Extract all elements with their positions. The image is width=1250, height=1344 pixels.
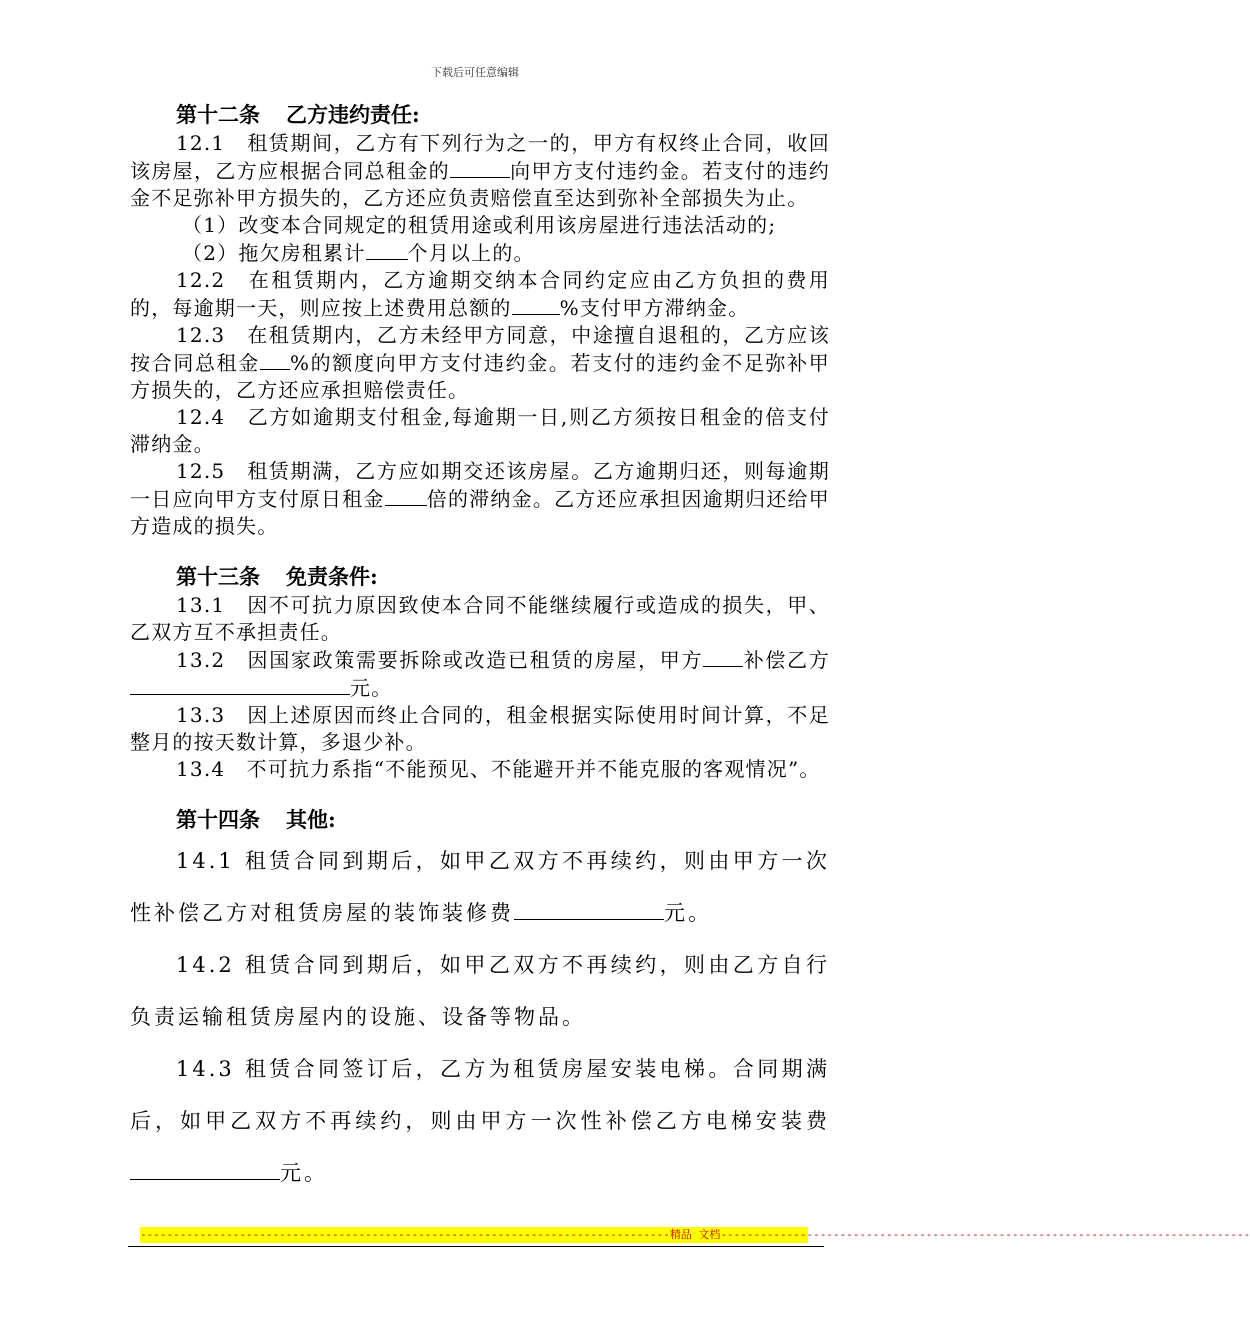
blank-field (512, 294, 560, 315)
blank-field (514, 899, 664, 920)
clause-12-1-text-b: 向甲方支付违约金。若支付的违约金不足弥补甲方损失的，乙方还应负责赔偿直至达到弥补全部损失为止。 (130, 159, 830, 210)
clause-12-2 (130, 267, 830, 322)
header-note: 下载后可任意编辑 (431, 66, 519, 79)
clause-13-3: 13.3 因上述原因而终止合同的，租金根据实际使用时间计算，不足整月的按天数计算，多退少补。 (130, 703, 830, 754)
clause-14-1 (130, 835, 830, 939)
clause-12-3 (130, 322, 830, 404)
clause-14-2: 14.2 租赁合同到期后，如甲乙双方不再续约，则由乙方自行负责运输租赁房屋内的设施、设备等物品。 (130, 953, 830, 1029)
section-12-number: 第十二条 (176, 102, 260, 127)
clause-14-3-text-a: 14.3 租赁合同签订后，乙方为租赁房屋安装电梯。合同期满后，如甲乙双方不再续约，则由甲方一次性补偿乙方电梯安装费 (130, 1057, 830, 1133)
clause-13-2-text-b: 补偿乙方 (743, 648, 830, 672)
clause-12-2-text-a: 12.2 在租赁期内，乙方逾期交纳本合同约定应由乙方负担的费用的，每逾期一天，则应按上述费用总额的 (130, 268, 830, 320)
clause-12-1-item-1: （1）改变本合同规定的租赁用途或利用该房屋进行违法活动的; (182, 213, 777, 237)
footer-label: 精品 文档 (669, 1228, 721, 1241)
blank-field (703, 646, 743, 667)
section-13-heading (130, 562, 830, 592)
clause-12-2-text-b: %支付甲方滞纳金。 (559, 296, 750, 320)
clause-12-3-text-a: 12.3 在租赁期内，乙方未经甲方同意，中途擅自退租的，乙方应该按合同总租金 (130, 323, 830, 375)
document-page (130, 100, 830, 1199)
section-14-number: 第十四条 (176, 807, 260, 832)
clause-12-1 (130, 130, 830, 212)
clause-12-1-text-a: 12.1 租赁期间，乙方有下列行为之一的，甲方有权终止合同，收回该房屋，乙方应根据合同总租金的 (130, 131, 830, 183)
footer-dashes-right: -------------------------------------------------------------------------------- (720, 1228, 1250, 1241)
clause-13-2-text-c: 元。 (350, 676, 393, 700)
clause-13-1: 13.1 因不可抗力原因致使本合同不能继续履行或造成的损失，甲、乙双方互不承担责任。 (130, 593, 830, 644)
section-12-heading (130, 100, 830, 130)
blank-field (260, 349, 290, 370)
blank-field (130, 1159, 280, 1180)
clause-14-3-text-b: 元。 (280, 1161, 328, 1185)
clause-12-4: 12.4 乙方如逾期支付租金,每逾期一日,则乙方须按日租金的倍支付滞纳金。 (130, 405, 830, 456)
clause-14-1-text-a: 14.1 租赁合同到期后，如甲乙双方不再续约，则由甲方一次性补偿乙方对租赁房屋的装饰装修费 (130, 849, 830, 925)
clause-13-2 (130, 646, 830, 702)
clause-12-5-text-b: 倍的滞纳金。乙方还应承担因逾期归还给甲方造成的损失。 (130, 487, 830, 538)
blank-field (130, 674, 350, 695)
clause-12-5-text-a: 12.5 租赁期满，乙方应如期交还该房屋。乙方逾期归还，则每逾期一日应向甲方支付原日租金 (130, 459, 830, 511)
blank-field (450, 157, 510, 178)
clause-14-3 (130, 1043, 830, 1199)
item-2-text-b: 个月以上的。 (407, 241, 535, 265)
clause-14-1-text-b: 元。 (664, 901, 712, 925)
item-2-text-a: （2）拖欠房租累计 (182, 241, 366, 265)
section-13-number: 第十三条 (176, 564, 260, 589)
section-14-heading (130, 805, 830, 835)
clause-13-2-text-a: 13.2 因国家政策需要拆除或改造已租赁的房屋，甲方 (176, 648, 704, 672)
footer-banner (140, 1227, 1250, 1243)
clause-12-5 (130, 458, 830, 540)
section-13-title: 免责条件: (286, 564, 378, 589)
section-14-title: 其他: (286, 807, 336, 832)
blank-field (366, 239, 408, 260)
footer-rule (128, 1246, 824, 1247)
clause-13-4: 13.4 不可抗力系指“不能预见、不能避开并不能克服的客观情况”。 (176, 757, 821, 781)
clause-12-3-text-b: %的额度向甲方支付违约金。若支付的违约金不足弥补甲方损失的，乙方还应承担赔偿责任。 (130, 351, 830, 402)
section-12-title: 乙方违约责任: (286, 102, 420, 127)
blank-field (385, 485, 427, 506)
footer-dashes-left: -------------------------------------------------------------------------------- (140, 1228, 670, 1241)
clause-12-1-item-2 (130, 239, 830, 267)
